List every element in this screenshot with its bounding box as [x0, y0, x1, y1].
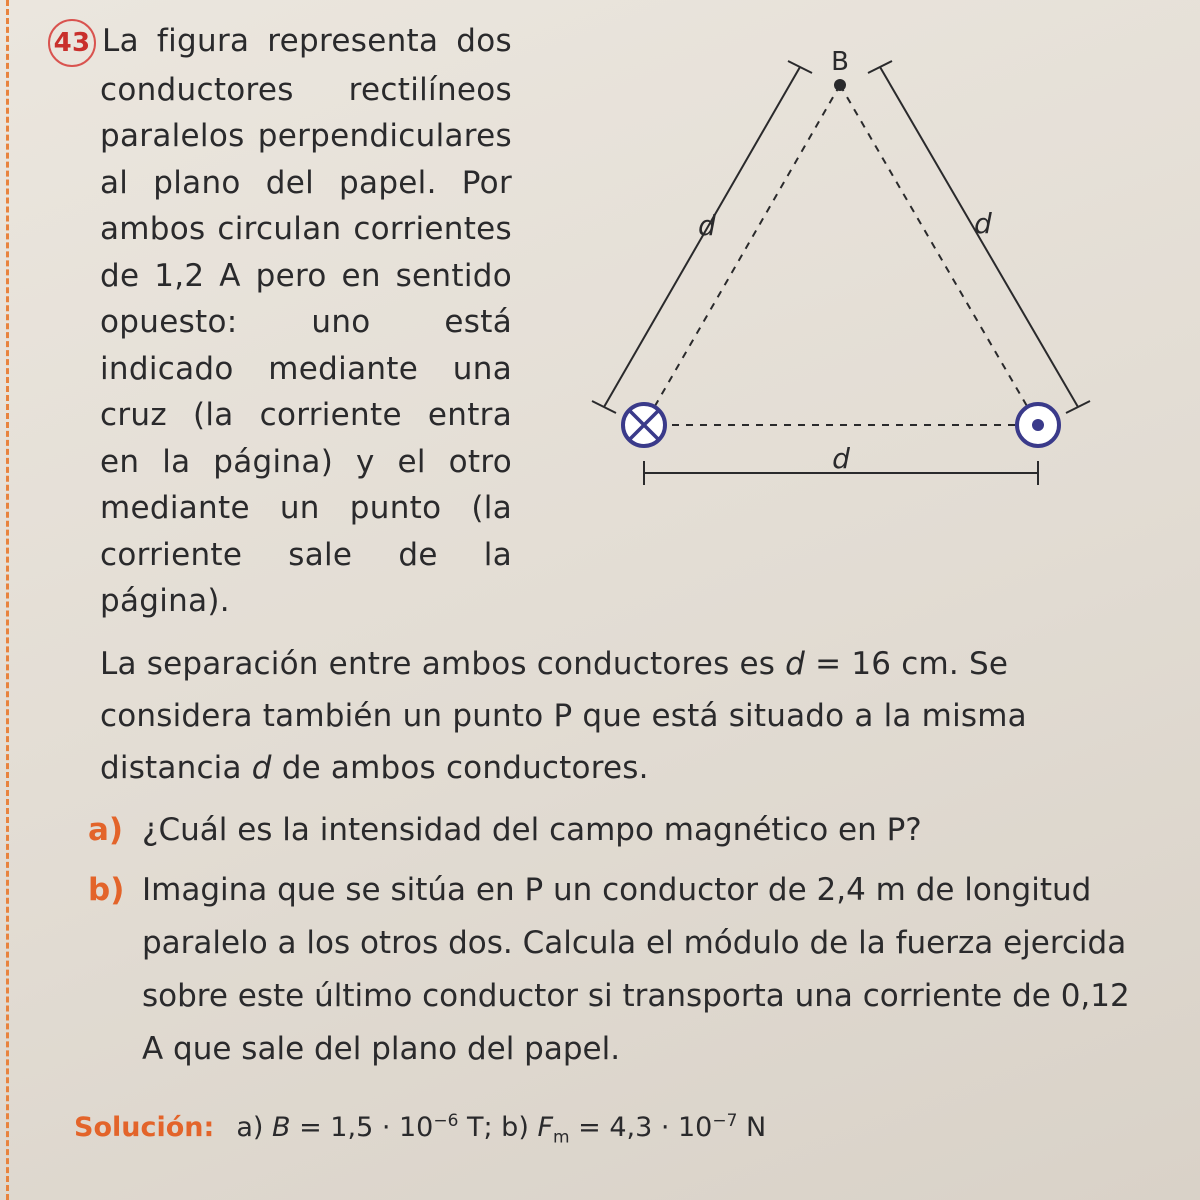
solution-subscript-m: m [552, 1127, 570, 1148]
solution-label: Solución: [74, 1112, 215, 1143]
conductors-diagram [560, 40, 1100, 490]
dashed-side-left [644, 85, 840, 425]
question-b [88, 864, 1148, 1076]
distance-label-bottom: d [832, 442, 850, 475]
conductor-into-page-icon [623, 404, 665, 446]
point-b-dot [834, 79, 846, 91]
point-b-label: B [831, 47, 849, 77]
question-b-label: b) [88, 872, 125, 908]
variable-d-2: d [251, 750, 272, 786]
separation-text-3: de ambos conductores. [271, 750, 649, 786]
distance-label-left: d [698, 209, 716, 242]
measure-tick-right-bottom [1066, 401, 1090, 413]
solution-exponent-b: −7 [712, 1111, 738, 1131]
solution-part-a: a) [236, 1112, 272, 1143]
question-a-label: a) [88, 812, 124, 848]
solution-var-f: F [537, 1112, 553, 1143]
variable-d: d [785, 646, 806, 682]
problem-statement [53, 18, 512, 625]
question-a [88, 804, 1148, 857]
conductor-out-of-page-icon [1017, 404, 1059, 446]
distance-label-right: d [974, 207, 992, 240]
solution-unit-a: T; b) [458, 1112, 538, 1143]
separation-paragraph [100, 638, 1130, 794]
solution-var-b: B [271, 1112, 291, 1143]
separation-text-1: La separación entre ambos conductores es [100, 646, 786, 682]
question-a-text: ¿Cuál es la intensidad del campo magnético en P? [142, 812, 922, 848]
margin-dashed-line [6, 0, 9, 1200]
measure-tick-right-top [868, 61, 892, 73]
problem-number-badge: 43 [48, 19, 96, 67]
intro-text: La figura representa dos conductores rectilíneos paralelos perpendiculares al plano del papel. Por ambos circulan corrientes de 1,2 A pero en sentido opuesto: uno está indicado mediante una cruz (la corriente entra en la página) y el otro mediante un punto (la corriente sale de la página). [100, 23, 512, 619]
solution-value-b: = 4,3 · 10 [569, 1112, 713, 1143]
solution-value-a: = 1,5 · 10 [290, 1112, 434, 1143]
solution-exponent-a: −6 [433, 1111, 459, 1131]
solution-line [74, 1098, 1074, 1160]
dashed-side-right [840, 85, 1038, 425]
separation-text-2: = 16 cm. Se considera también un punto P que está situado a la misma distancia [100, 646, 1027, 786]
measure-tick-left-bottom [592, 401, 616, 413]
question-b-text: Imagina que se sitúa en P un conductor de 2,4 m de longitud paralelo a los otros dos. Calcula el módulo de la fuerza ejercida sobre este último conductor si transporta una corriente de 0,12 A que sale del plano del papel. [142, 872, 1130, 1067]
solution-unit-b: N [737, 1112, 767, 1143]
measure-tick-left-top [788, 61, 812, 73]
